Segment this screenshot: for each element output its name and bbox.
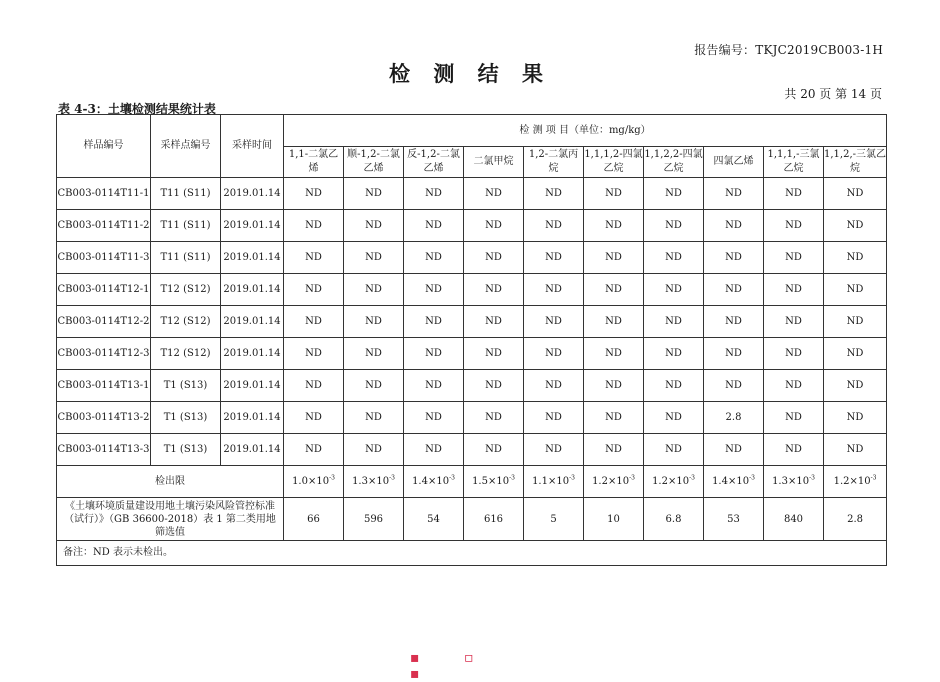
result-value-cell: ND xyxy=(404,178,464,210)
result-value-cell: ND xyxy=(284,178,344,210)
page-title: 检 测 结 果 xyxy=(389,61,551,86)
result-value-cell: ND xyxy=(644,370,704,402)
result-value-cell: ND xyxy=(704,242,764,274)
table-row xyxy=(57,434,887,466)
result-value-cell: ND xyxy=(824,402,887,434)
result-value-cell: ND xyxy=(584,370,644,402)
point-id-cell: T12 (S12) xyxy=(151,306,221,338)
result-value-cell: ND xyxy=(824,434,887,466)
result-value-cell: ND xyxy=(404,402,464,434)
page-counter: 共 20 页 第 14 页 xyxy=(784,87,882,101)
result-value-cell: ND xyxy=(464,402,524,434)
result-value-cell: ND xyxy=(644,178,704,210)
result-value-cell: ND xyxy=(464,242,524,274)
result-value-cell: ND xyxy=(524,370,584,402)
detection-limit-mantissa: 1.3×10 xyxy=(352,475,390,487)
result-value-cell: ND xyxy=(404,306,464,338)
result-value-cell: ND xyxy=(524,338,584,370)
screening-value-cell: 66 xyxy=(284,498,344,541)
result-value-cell: ND xyxy=(764,306,824,338)
sample-id-cell: CB003-0114T11-3 xyxy=(57,242,151,274)
sample-id-cell: CB003-0114T12-2 xyxy=(57,306,151,338)
note-row xyxy=(57,541,887,566)
point-id-cell: T12 (S12) xyxy=(151,338,221,370)
table-note: 备注：ND 表示未检出。 xyxy=(57,541,887,566)
point-id-cell: T11 (S11) xyxy=(151,242,221,274)
result-value-cell: ND xyxy=(704,306,764,338)
result-value-cell: ND xyxy=(704,178,764,210)
result-value-cell: ND xyxy=(584,402,644,434)
sample-id-cell: CB003-0114T13-1 xyxy=(57,370,151,402)
result-value-cell: ND xyxy=(704,338,764,370)
detection-limit-exponent: -3 xyxy=(629,474,635,482)
result-value-cell: ND xyxy=(644,434,704,466)
result-value-cell: 2.8 xyxy=(704,402,764,434)
red-stamp-fragment: ▪ ▫ ▪ xyxy=(410,650,494,682)
header-item: 四氯乙烯 xyxy=(704,147,764,178)
result-value-cell: ND xyxy=(524,178,584,210)
result-value-cell: ND xyxy=(284,242,344,274)
detection-limit-cell xyxy=(584,466,644,498)
result-value-cell: ND xyxy=(404,338,464,370)
result-value-cell: ND xyxy=(644,274,704,306)
sampling-date-cell: 2019.01.14 xyxy=(221,338,284,370)
detection-limit-row xyxy=(57,466,887,498)
result-value-cell: ND xyxy=(584,434,644,466)
detection-limit-exponent: -3 xyxy=(689,474,695,482)
table-row xyxy=(57,370,887,402)
result-value-cell: ND xyxy=(464,338,524,370)
result-value-cell: ND xyxy=(524,306,584,338)
result-value-cell: ND xyxy=(524,210,584,242)
detection-limit-mantissa: 1.5×10 xyxy=(472,475,510,487)
header-sample-id: 样品编号 xyxy=(57,115,151,178)
table-row xyxy=(57,242,887,274)
detection-limit-cell xyxy=(344,466,404,498)
detection-limit-cell xyxy=(404,466,464,498)
result-value-cell: ND xyxy=(764,370,824,402)
screening-value-cell: 840 xyxy=(764,498,824,541)
result-value-cell: ND xyxy=(464,370,524,402)
result-value-cell: ND xyxy=(584,306,644,338)
detection-limit-exponent: -3 xyxy=(749,474,755,482)
sampling-date-cell: 2019.01.14 xyxy=(221,306,284,338)
header-item: 顺-1,2-二氯乙烯 xyxy=(344,147,404,178)
sampling-date-cell: 2019.01.14 xyxy=(221,178,284,210)
screening-value-cell: 6.8 xyxy=(644,498,704,541)
sample-id-cell: CB003-0114T13-2 xyxy=(57,402,151,434)
result-value-cell: ND xyxy=(584,210,644,242)
result-value-cell: ND xyxy=(524,242,584,274)
result-value-cell: ND xyxy=(524,402,584,434)
detection-limit-cell xyxy=(704,466,764,498)
table-row xyxy=(57,402,887,434)
result-value-cell: ND xyxy=(284,306,344,338)
result-value-cell: ND xyxy=(704,210,764,242)
detection-limit-mantissa: 1.2×10 xyxy=(652,475,690,487)
table-row xyxy=(57,178,887,210)
detection-limit-mantissa: 1.4×10 xyxy=(712,475,750,487)
result-value-cell: ND xyxy=(404,274,464,306)
sampling-date-cell: 2019.01.14 xyxy=(221,242,284,274)
result-value-cell: ND xyxy=(644,242,704,274)
result-value-cell: ND xyxy=(584,242,644,274)
result-value-cell: ND xyxy=(404,434,464,466)
result-value-cell: ND xyxy=(824,210,887,242)
result-value-cell: ND xyxy=(584,338,644,370)
sample-id-cell: CB003-0114T12-1 xyxy=(57,274,151,306)
result-value-cell: ND xyxy=(704,274,764,306)
table-caption: 表 4-3：土壤检测结果统计表 xyxy=(58,102,216,116)
detection-limit-exponent: -3 xyxy=(389,474,395,482)
point-id-cell: T11 (S11) xyxy=(151,210,221,242)
report-number: 报告编号：TKJC2019CB003-1H xyxy=(694,43,883,57)
header-item: 1,1,2,-三氯乙烷 xyxy=(824,147,887,178)
header-item: 反-1,2-二氯乙烯 xyxy=(404,147,464,178)
screening-value-cell: 54 xyxy=(404,498,464,541)
detection-limit-exponent: -3 xyxy=(870,474,877,482)
screening-standard-label: 《土壤环境质量建设用地土壤污染风险管控标准（试行）》（GB 36600-2018）表 1 第二类用地筛选值 xyxy=(57,498,284,541)
result-value-cell: ND xyxy=(404,242,464,274)
result-value-cell: ND xyxy=(824,242,887,274)
screening-value-cell: 596 xyxy=(344,498,404,541)
result-value-cell: ND xyxy=(344,210,404,242)
result-value-cell: ND xyxy=(824,274,887,306)
header-item: 二氯甲烷 xyxy=(464,147,524,178)
detection-limit-cell xyxy=(764,466,824,498)
point-id-cell: T1 (S13) xyxy=(151,434,221,466)
sample-id-cell: CB003-0114T13-3 xyxy=(57,434,151,466)
result-value-cell: ND xyxy=(464,434,524,466)
screening-value-cell: 5 xyxy=(524,498,584,541)
detection-limit-cell xyxy=(464,466,524,498)
result-value-cell: ND xyxy=(644,338,704,370)
result-value-cell: ND xyxy=(284,338,344,370)
result-value-cell: ND xyxy=(644,210,704,242)
result-value-cell: ND xyxy=(464,210,524,242)
result-value-cell: ND xyxy=(464,306,524,338)
result-value-cell: ND xyxy=(764,242,824,274)
result-value-cell: ND xyxy=(764,338,824,370)
sampling-date-cell: 2019.01.14 xyxy=(221,274,284,306)
detection-limit-mantissa: 1.2×10 xyxy=(592,475,630,487)
result-value-cell: ND xyxy=(344,274,404,306)
result-value-cell: ND xyxy=(404,210,464,242)
result-value-cell: ND xyxy=(464,178,524,210)
detection-limit-cell xyxy=(524,466,584,498)
result-value-cell: ND xyxy=(764,434,824,466)
sample-id-cell: CB003-0114T11-2 xyxy=(57,210,151,242)
result-value-cell: ND xyxy=(824,306,887,338)
detection-limit-cell xyxy=(284,466,344,498)
result-value-cell: ND xyxy=(404,370,464,402)
result-value-cell: ND xyxy=(344,306,404,338)
sampling-date-cell: 2019.01.14 xyxy=(221,370,284,402)
detection-limit-label: 检出限 xyxy=(57,466,284,498)
result-value-cell: ND xyxy=(284,402,344,434)
detection-limit-mantissa: 1.4×10 xyxy=(412,475,450,487)
result-value-cell: ND xyxy=(764,274,824,306)
detection-limit-exponent: -3 xyxy=(569,474,575,482)
result-value-cell: ND xyxy=(344,370,404,402)
sampling-date-cell: 2019.01.14 xyxy=(221,210,284,242)
detection-limit-mantissa: 1.1×10 xyxy=(532,475,570,487)
detection-limit-mantissa: 1.3×10 xyxy=(772,475,810,487)
result-value-cell: ND xyxy=(644,402,704,434)
result-value-cell: ND xyxy=(584,178,644,210)
result-value-cell: ND xyxy=(344,434,404,466)
result-value-cell: ND xyxy=(284,210,344,242)
header-point-id: 采样点编号 xyxy=(151,115,221,178)
result-value-cell: ND xyxy=(284,370,344,402)
header-item: 1,1,1,2-四氯乙烷 xyxy=(584,147,644,178)
detection-limit-cell xyxy=(644,466,704,498)
result-value-cell: ND xyxy=(704,434,764,466)
results-table xyxy=(56,114,887,566)
result-value-cell: ND xyxy=(284,274,344,306)
result-value-cell: ND xyxy=(284,434,344,466)
result-value-cell: ND xyxy=(344,242,404,274)
point-id-cell: T12 (S12) xyxy=(151,274,221,306)
detection-limit-cell xyxy=(824,466,887,498)
result-value-cell: ND xyxy=(824,178,887,210)
header-item: 1,1,1,-三氯乙烷 xyxy=(764,147,824,178)
screening-value-cell: 2.8 xyxy=(824,498,887,541)
sampling-date-cell: 2019.01.14 xyxy=(221,434,284,466)
detection-limit-mantissa: 1.0×10 xyxy=(292,475,330,487)
sampling-date-cell: 2019.01.14 xyxy=(221,402,284,434)
result-value-cell: ND xyxy=(524,274,584,306)
detection-limit-exponent: -3 xyxy=(329,474,335,482)
sample-id-cell: CB003-0114T12-3 xyxy=(57,338,151,370)
results-table-container xyxy=(56,114,887,566)
result-value-cell: ND xyxy=(764,178,824,210)
result-value-cell: ND xyxy=(644,306,704,338)
result-value-cell: ND xyxy=(524,434,584,466)
result-value-cell: ND xyxy=(464,274,524,306)
result-value-cell: ND xyxy=(344,178,404,210)
table-row xyxy=(57,274,887,306)
result-value-cell: ND xyxy=(344,402,404,434)
point-id-cell: T1 (S13) xyxy=(151,402,221,434)
sample-id-cell: CB003-0114T11-1 xyxy=(57,178,151,210)
header-item: 1,2-二氯丙烷 xyxy=(524,147,584,178)
point-id-cell: T1 (S13) xyxy=(151,370,221,402)
result-value-cell: ND xyxy=(824,370,887,402)
detection-limit-exponent: -3 xyxy=(449,474,455,482)
table-row xyxy=(57,338,887,370)
screening-value-cell: 616 xyxy=(464,498,524,541)
detection-limit-exponent: -3 xyxy=(809,474,815,482)
result-value-cell: ND xyxy=(764,210,824,242)
header-item: 1,1-二氯乙烯 xyxy=(284,147,344,178)
point-id-cell: T11 (S11) xyxy=(151,178,221,210)
header-item: 1,1,2,2-四氯乙烷 xyxy=(644,147,704,178)
screening-value-cell: 10 xyxy=(584,498,644,541)
screening-standard-row xyxy=(57,498,887,541)
table-row xyxy=(57,210,887,242)
result-value-cell: ND xyxy=(764,402,824,434)
detection-limit-mantissa: 1.2×10 xyxy=(833,475,871,487)
screening-value-cell: 53 xyxy=(704,498,764,541)
result-value-cell: ND xyxy=(824,338,887,370)
header-test-items: 检 测 项 目（单位：mg/kg） xyxy=(284,115,887,147)
header-sampling-date: 采样时间 xyxy=(221,115,284,178)
result-value-cell: ND xyxy=(584,274,644,306)
result-value-cell: ND xyxy=(704,370,764,402)
detection-limit-exponent: -3 xyxy=(509,474,515,482)
result-value-cell: ND xyxy=(344,338,404,370)
table-body xyxy=(57,178,887,566)
table-row xyxy=(57,306,887,338)
